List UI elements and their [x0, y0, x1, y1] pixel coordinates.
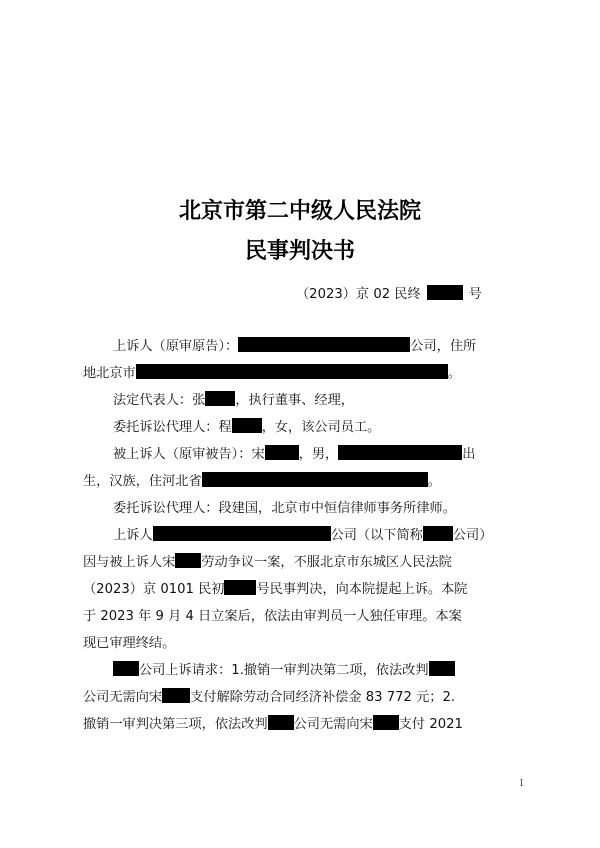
legal-representative: 法定代表人：张 ，执行董事、经理，: [113, 393, 354, 408]
case-number: （2023）京 02 民终 号: [296, 287, 482, 302]
redaction-block: [175, 553, 201, 568]
redaction-block: [202, 472, 428, 487]
paragraph1-line4: 于 2023 年 9 月 4 日立案后，依法由审判员一人独任审理。本案: [83, 609, 462, 624]
document-type: 民事判决书: [244, 238, 355, 264]
redaction-block: [423, 526, 453, 541]
paragraph2-line2: 公司无需向宋 支付解除劳动合同经济补偿金 83 772 元；2.: [83, 690, 456, 705]
court-name: 北京市第二中级人民法院: [178, 198, 421, 224]
appellant-address: 地北京市 。: [83, 366, 461, 381]
appellee-line: 被上诉人（原审被告）：宋 ，男， 出: [113, 447, 476, 462]
redaction-block: [232, 418, 262, 433]
redaction-block: [265, 445, 299, 460]
redaction-block: [224, 580, 256, 595]
redaction-block: [429, 661, 455, 676]
appellee-address: 生，汉族，住河北省 。: [83, 474, 441, 489]
paragraph1-line1: 上诉人 公司（以下简称 公司）: [113, 528, 493, 543]
page-number: 1: [519, 778, 524, 789]
paragraph2-line3: 撤销一审判决第三项，依法改判 公司无需向宋 支付 2021: [83, 717, 463, 732]
appellant-line: 上诉人（原审原告）： 公司，住所: [113, 339, 477, 354]
redaction-block: [238, 337, 410, 352]
redaction-block: [162, 688, 190, 703]
redaction-block: [153, 526, 331, 541]
agent-appellant: 委托诉讼代理人：程 ，女，该公司员工。: [113, 420, 381, 435]
redaction-block: [268, 715, 294, 730]
paragraph1-line3: （2023）京 0101 民初 号民事判决，向本院提起上诉。本院: [83, 582, 468, 597]
paragraph1-line2: 因与被上诉人宋 劳动争议一案，不服北京市东城区人民法院: [83, 555, 452, 570]
redaction-block: [205, 391, 235, 406]
paragraph1-line5: 现已审理终结。: [83, 636, 176, 651]
redaction-block: [136, 364, 448, 379]
paragraph2-line1: 公司上诉请求：1.撤销一审判决第二项，依法改判: [113, 661, 455, 681]
agent-appellee: 委托诉讼代理人：段建国，北京市中恒信律师事务所律师。: [113, 501, 456, 516]
redaction-block: [113, 661, 139, 676]
redaction-block: [427, 285, 463, 300]
redaction-block: [373, 715, 399, 730]
redaction-block: [338, 445, 462, 460]
